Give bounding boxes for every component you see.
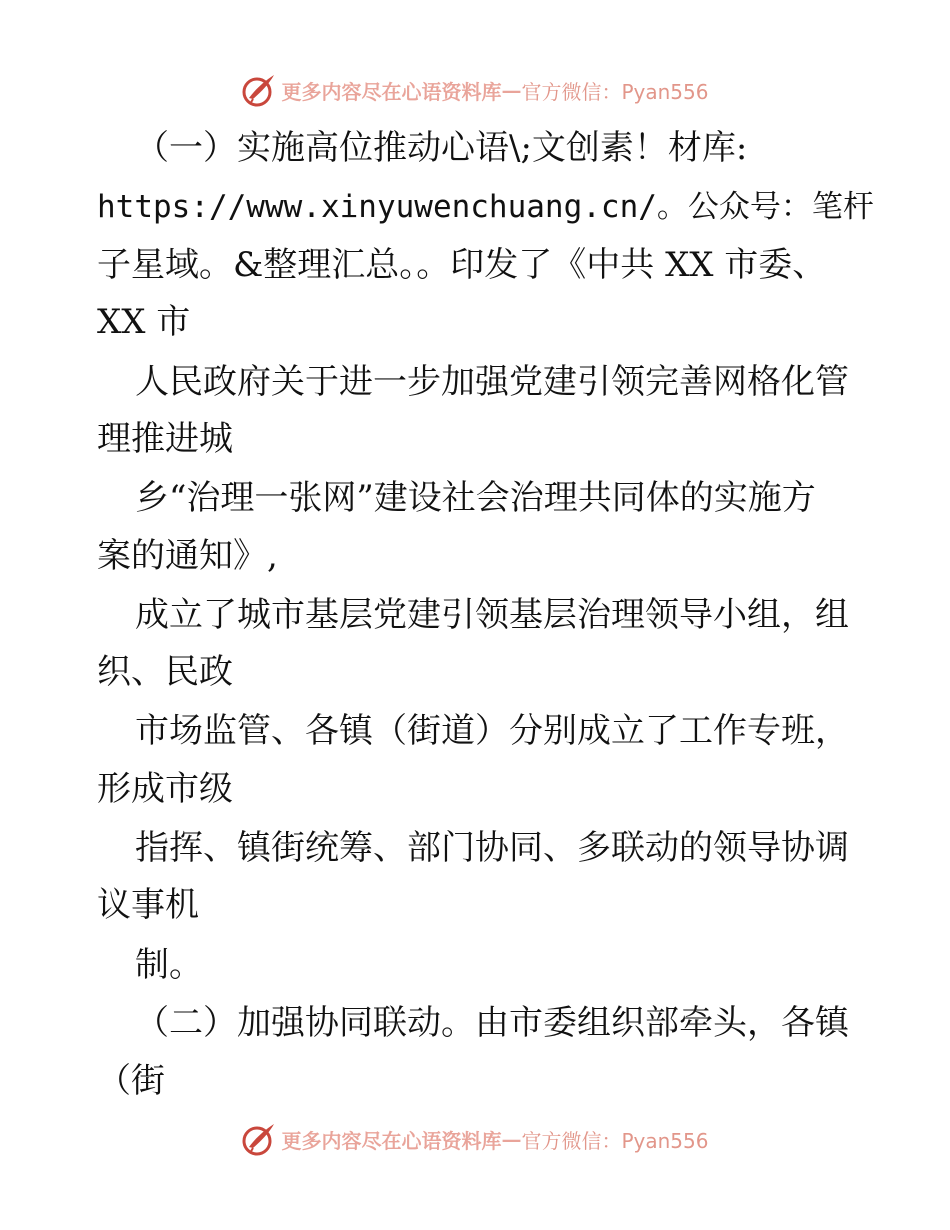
- text-line-10: 织、民政: [97, 652, 233, 692]
- text-line-7: 乡“治理一张网”建设社会治理共同体的实施方: [135, 478, 816, 518]
- text-line-4: XX 市: [97, 302, 191, 342]
- footer-banner-title: 更多内容尽在心语资料库: [281, 1128, 502, 1153]
- text-line-11: 市场监管、各镇（街道）分别成立了工作专班，: [135, 711, 849, 751]
- text-line-3: 子星域。&整理汇总。。印发了《中共 XX 市委、: [97, 245, 827, 285]
- header-banner-contact: 官方微信：Pyan556: [521, 79, 709, 104]
- header-banner-title: 更多内容尽在心语资料库: [281, 79, 502, 104]
- text-line-17: （街: [97, 1061, 165, 1101]
- text-line-14: 议事机: [97, 885, 199, 925]
- text-line-16: （二）加强协同联动。由市委组织部牵头，各镇: [135, 1003, 849, 1043]
- quill-pen-logo-icon: [241, 1121, 277, 1157]
- text-line-13: 指挥、镇街统筹、部门协同、多联动的领导协调: [135, 828, 849, 868]
- text-line-1: （一）实施高位推动心语\;文创素！材库:: [135, 128, 748, 168]
- footer-banner-contact: 官方微信：Pyan556: [521, 1128, 709, 1153]
- text-line-15: 制。: [135, 945, 203, 985]
- header-banner-dash: —: [501, 78, 522, 102]
- text-line-6: 理推进城: [97, 419, 233, 459]
- text-line-12: 形成市级: [97, 769, 233, 809]
- text-line-5: 人民政府关于进一步加强党建引领完善网格化管: [135, 362, 849, 402]
- text-line-2: https://www.xinyuwenchuang.cn/。公众号：笔杆: [97, 189, 874, 225]
- text-line-9: 成立了城市基层党建引领基层治理领导小组，组: [135, 595, 849, 635]
- footer-banner-dash: —: [501, 1127, 522, 1151]
- text-line-8: 案的通知》,: [97, 536, 278, 576]
- footer-watermark-banner: [0, 1119, 950, 1159]
